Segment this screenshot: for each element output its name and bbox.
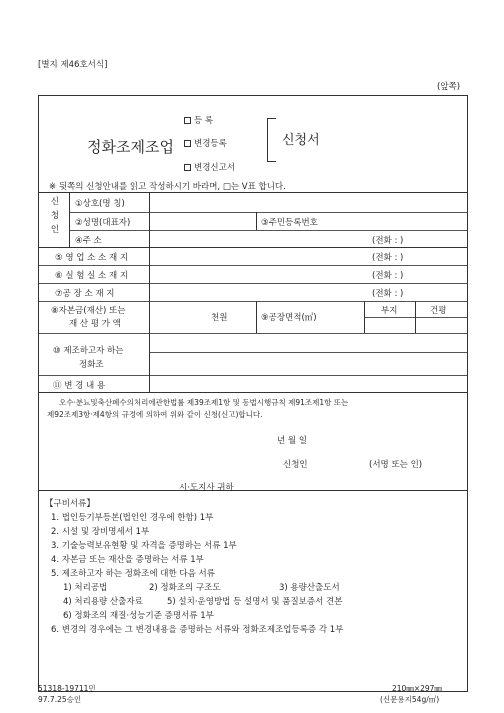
documents-title: 【구비서류】 [45,499,95,509]
office-location-label: ⑤ 영 업 소 소 재 지 [55,253,129,263]
notice: ※ 뒷쪽의 신청안내를 읽고 작성하시기 바라며, □는 V표 합니다. [49,182,286,192]
statement-line-1: 오수·분뇨및축산폐수의처리에관한법률 제39조제1항 및 동법시행규칙 제91조제1항 또는 [59,398,349,407]
title-suffix: 신청서 [282,133,320,148]
document-item: 3. 기술능력보유현황 및 자격을 증명하는 서류 1부 [51,541,237,551]
trade-name-label: ①상호(명 칭) [75,199,125,209]
option-label: 등 록 [194,116,214,126]
factory-area-label: ⑨공장면적(㎡) [261,313,317,323]
form-title: 정화조제조업 [87,138,174,156]
name-label: ②성명(대표자) [75,218,131,228]
bracket [267,118,276,162]
document-item: 4. 자본금 또는 재산을 증명하는 서류 1부 [51,555,204,565]
building-label: 건평 [430,306,447,316]
paper-type: (신문용지54g/㎡) [380,695,440,704]
date-line: 년 월 일 [277,436,308,446]
document-subitem: 5) 설치·운영방법 등 설명서 및 품질보증서 견본 [167,597,343,607]
document-subitem: 4) 처리용량 산출자료 [63,597,143,607]
document-subitem: 2) 정화조의 구조도 [149,583,221,593]
document-item: 2. 시설 및 장비명세서 1부 [51,527,150,537]
option-change-registration[interactable] [184,137,227,149]
lab-location-label: ⑥ 실 험 실 소 재 지 [55,271,129,281]
address-label: ④주 소 [75,236,102,246]
form-number: [별지 제46호서식] [38,60,108,70]
paper-size: 210㎜×297㎜ [392,684,442,693]
sign-note: (서명 또는 인) [369,460,423,470]
option-registration[interactable] [184,114,213,126]
product-label-2: 정화조 [79,360,104,370]
form-code: 51318-19711민 [38,684,96,693]
approval-date: 97.7.25승인 [38,695,82,704]
product-label: ⑩ 제조하고자 하는 [53,346,124,356]
checkbox-icon[interactable] [184,140,191,147]
unit-won: 천원 [211,313,228,323]
applicant-group-label: 신 청 인 [50,197,60,235]
change-content-label: ⑪ 변 경 내 용 [53,381,106,391]
document-item: 6. 변경의 경우에는 그 변경내용을 증명하는 서류와 정화조제조업등록증 각 1부 [51,625,344,635]
address-phone: (전화 : ) [372,236,404,246]
statement-line-2: 제92조제3항·제4항의 규정에 의하여 위와 같이 신청(신고)합니다. [47,410,263,419]
option-change-report[interactable] [184,161,235,173]
document-item: 5. 제조하고자 하는 정화조에 대한 다음 서류 [51,569,215,579]
land-label: 부지 [381,306,398,316]
document-subitem: 6) 정화조의 재질·성능기준 증명서류 1부 [63,611,214,621]
factory-location-label: ⑦공 장 소 재 지 [55,289,115,299]
lab-phone: (전화 : ) [372,271,404,281]
office-phone: (전화 : ) [372,253,404,263]
option-label: 변경등록 [194,139,227,149]
document-item: 1. 법인등기부등본(법인인 경우에 한함) 1부 [51,513,214,523]
checkbox-icon[interactable] [184,117,191,124]
option-label: 변경신고서 [194,163,236,173]
page-side: (앞쪽) [437,82,461,92]
recipient: 시·도지사 귀하 [179,483,234,493]
resident-no-label: ③주민등록번호 [261,218,318,228]
capital-label-2: 재 산 평 가 액 [69,319,121,329]
capital-label: ⑧자본금(재산) 또는 [51,306,126,316]
factory-phone: (전화 : ) [372,289,404,299]
applicant-sign-label: 신청인 [283,460,308,470]
document-subitem: 1) 처리공법 [63,583,108,593]
application-form [38,95,468,692]
checkbox-icon[interactable] [184,164,191,171]
document-subitem: 3) 용량산출도서 [279,583,340,593]
